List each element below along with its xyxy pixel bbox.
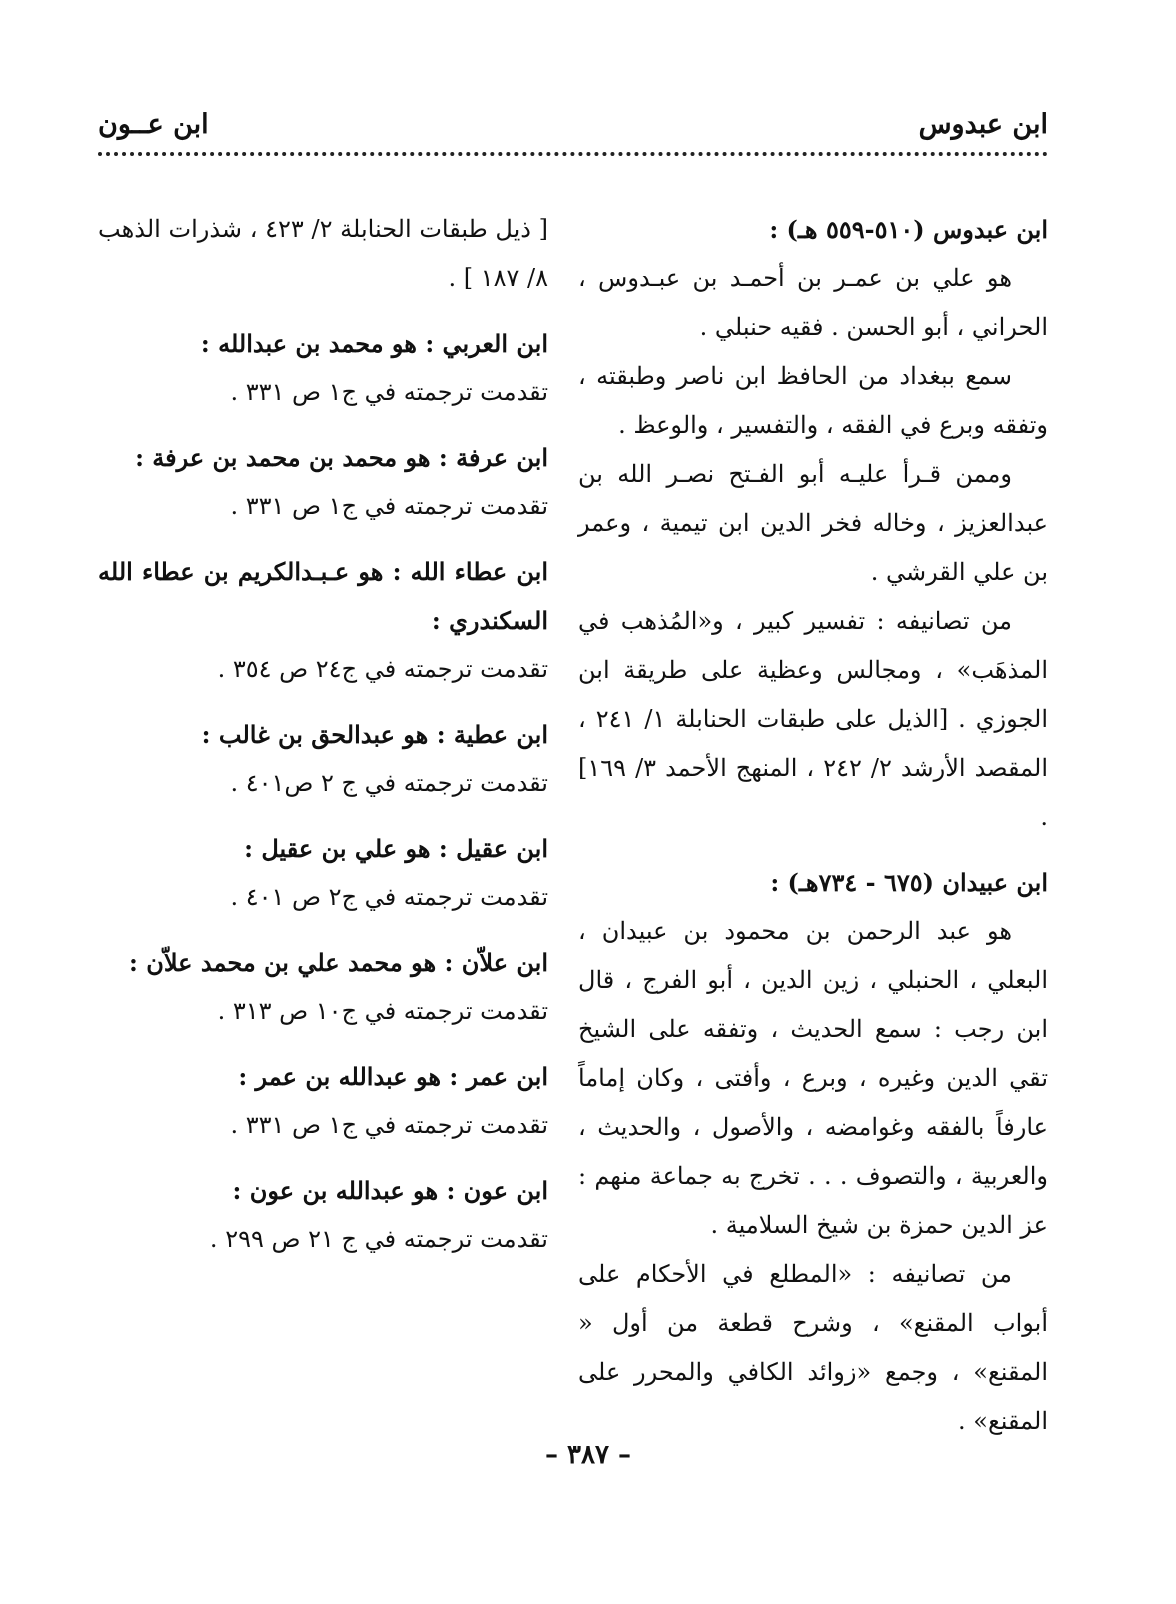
entry-ibn-umar: [98, 1052, 548, 1150]
running-head-left: ابن عــون: [98, 109, 209, 140]
entry-heading: ابن عطاء الله : هو عـبـدالكريم بن عطاء الله السكندري :: [98, 557, 548, 635]
running-head-right: ابن عبدوس: [918, 109, 1048, 140]
entry-heading: ابن عبيدان (٦٧٥ - ٧٣٤هـ) :: [770, 868, 1048, 897]
entry-heading: ابن عطية : هو عبدالحق بن غالب :: [201, 720, 548, 749]
entry-reference: تقدمت ترجمته في ج١ ص ٣٣١ .: [230, 1111, 548, 1139]
entry-paragraph: سمع ببغداد من الحافظ ابن ناصر وطبقته ، وتفقه وبرع في الفقه ، والتفسير ، والوعظ .: [578, 362, 1048, 439]
entry-ibn-aqil: [98, 824, 548, 922]
entry-heading: ابن عمر : هو عبدالله بن عمر :: [238, 1062, 548, 1091]
entry-heading: ابن عقيل : هو علي بن عقيل :: [244, 834, 548, 863]
entry-ibn-arafa: [98, 433, 548, 531]
entry-ibn-allan: [98, 938, 548, 1036]
entry-paragraph: هو علي بن عمـر بن أحمـد بن عبـدوس ، الحراني ، أبو الحسن . فقيه حنبلي .: [578, 264, 1048, 341]
page-number: – ٣٨٧ –: [544, 1440, 632, 1470]
entry-heading: ابن عون : هو عبدالله بن عون :: [232, 1176, 548, 1205]
entry-ibn-awn: [98, 1166, 548, 1264]
entry-heading: ابن عبدوس (٥١٠-٥٥٩ هـ) :: [769, 215, 1048, 244]
header-dotted-rule: [98, 152, 1048, 156]
entry-ibn-ubaydan: [578, 858, 1048, 1446]
entry-paragraph: من تصانيفه : «المطلع في الأحكام على أبواب المقنع» ، وشرح قطعة من أول « المقنع» ، وجمع «زوائد الكافي والمحرر على المقنع» .: [578, 1260, 1048, 1435]
entry-ibn-atiyya: [98, 710, 548, 808]
entry-paragraph: وممن قـرأ عليـه أبو الفـتح نصـر الله بن عبدالعزيز ، وخاله فخر الدين ابن تيمية ، وعمر بن علي القرشي .: [578, 460, 1048, 586]
entry-paragraph: من تصانيفه : تفسير كبير ، و«المُذهب في المذهَب» ، ومجالس وعظية على طريقة ابن الجوزي . [الذيل على طبقات الحنابلة ١/ ٢٤١ ، المقصد الأرشد ٢/ ٢٤٢ ، المنهج الأحمد ٣/ ١٦٩] .: [578, 607, 1049, 831]
entry-reference: تقدمت ترجمته في ج١ ص ٣٣١ .: [230, 492, 548, 520]
entry-heading: ابن عرفة : هو محمد بن محمد بن عرفة :: [135, 443, 548, 472]
entry-heading: ابن علاّن : هو محمد علي بن محمد علاّن :: [129, 948, 548, 977]
entry-ibn-ataillah: [98, 547, 548, 694]
entry-reference: تقدمت ترجمته في ج١ ص ٣٣١ .: [230, 378, 548, 406]
entry-reference: تقدمت ترجمته في ج ٢ ص٤٠١ .: [230, 769, 548, 797]
entry-paragraph: هو عبد الرحمن بن محمود بن عبيدان ، البعلي ، الحنبلي ، زين الدين ، أبو الفرج ، قال ابن رجب : سمع الحديث ، وتفقه على الشيخ تقي الدين وغيره ، وبرع ، وأفتى ، وكان إماماً عارفاً بالفقه وغوامضه ، والأصول ، والحديث ، والعربية ، والتصوف . . . تخرج به جماعة منهم : عز الدين حمزة بن شيخ السلامية .: [578, 917, 1048, 1239]
entry-ibn-al-arabi: [98, 319, 548, 417]
reference-text: [ ذيل طبقات الحنابلة ٢/ ٤٢٣ ، شذرات الذهب ٨/ ١٨٧ ] .: [98, 215, 548, 292]
left-column: [98, 205, 548, 1280]
entry-reference: تقدمت ترجمته في ج١٠ ص ٣١٣ .: [217, 997, 548, 1025]
entry-reference: تقدمت ترجمته في ج ٢١ ص ٢٩٩ .: [209, 1225, 548, 1253]
reference-continuation: [98, 205, 548, 303]
entry-ibn-abdus: [578, 205, 1048, 842]
entry-reference: تقدمت ترجمته في ج٢٤ ص ٣٥٤ .: [217, 655, 548, 683]
entry-heading: ابن العربي : هو محمد بن عبدالله :: [200, 329, 548, 358]
right-column: [578, 205, 1048, 1462]
entry-reference: تقدمت ترجمته في ج٢ ص ٤٠١ .: [230, 883, 548, 911]
running-head: [98, 100, 1048, 140]
